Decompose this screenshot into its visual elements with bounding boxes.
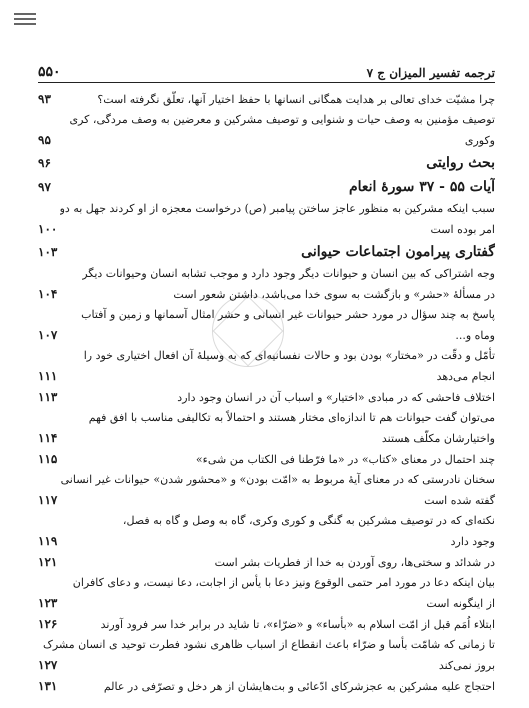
toc-entry-page: ۱۱۴ xyxy=(38,431,58,445)
toc-entry-text: واختیارشان مکلّف هستند xyxy=(381,432,495,445)
toc-entry-page: ۱۰۴ xyxy=(38,287,58,301)
toc-entry-page: ۱۱۵ xyxy=(38,452,58,466)
toc-entry xyxy=(38,346,495,366)
toc-entry-text: گفته شده است xyxy=(424,494,495,507)
book-title: ترجمه تفسیر المیزان ج ۷ xyxy=(366,66,495,80)
toc-entry xyxy=(38,130,495,151)
toc-entry xyxy=(38,573,495,593)
toc-entry-text: می‌توان گفت حیوانات هم تا اندازه‌ای مختار هستند و احتمالاً به تکالیفی مناسب با افق فهم xyxy=(88,411,495,424)
toc-entry xyxy=(38,305,495,325)
toc-entry xyxy=(38,470,495,490)
toc-entry xyxy=(38,635,495,655)
toc-entry-text: وجود دارد xyxy=(450,535,495,548)
toc-entry xyxy=(38,366,495,387)
toc-entry-page: ۱۱۳ xyxy=(38,390,58,404)
toc-entry xyxy=(38,614,495,635)
toc-entry-text: انجام می‌دهد xyxy=(436,370,495,383)
toc-entry-page: ۱۳۱ xyxy=(38,679,58,693)
toc-entry-page: ۹۷ xyxy=(38,180,51,194)
toc-entry-text: نکته‌ای که در توصیف مشرکین به گنگی و کوری وکری، گاه به وصل و گاه به فصل، xyxy=(122,514,495,527)
toc-entry-text: بروز نمی‌کند xyxy=(438,659,495,672)
page-number: ۵۵۰ xyxy=(38,64,61,80)
toc-entry-page: ۱۲۱ xyxy=(38,555,58,569)
toc-entry-page: ۹۶ xyxy=(38,156,51,170)
toc-entry xyxy=(38,240,495,264)
toc-entry-text: وماه و... xyxy=(455,329,495,342)
toc-entry-page: ۱۲۶ xyxy=(38,617,58,631)
toc-entry xyxy=(38,199,495,219)
toc-entry-text: وجه اشتراکی که بین انسان و حیوانات دیگر وجود دارد و موجب تشابه انسان وحیوانات دیگر xyxy=(82,267,495,280)
toc-entry-page: ۱۱۹ xyxy=(38,534,58,548)
toc-entry xyxy=(38,676,495,697)
toc-entry-text: در مسألهٔ «حشر» و بازگشت به سوی خدا می‌باشد، داشتن شعور است xyxy=(173,288,495,301)
toc-entry-page: ۱۲۷ xyxy=(38,658,58,672)
toc-entry-text: اختلاف فاحشی که در مبادی «اختیار» و اسباب آن در انسان وجود دارد xyxy=(177,391,495,404)
toc-entry-text: بحث روایتی xyxy=(426,155,495,171)
toc-entry-page: ۱۱۱ xyxy=(38,369,58,383)
toc-entry-text: امر بوده است xyxy=(430,223,495,236)
toc-entry-text: آیات ۵۵ - ۳۷ سورهٔ انعام xyxy=(348,179,495,195)
toc-entry-page: ۱۰۳ xyxy=(38,245,58,259)
toc-entry-text: احتجاج علیه مشرکین به عجزشرکای ادّعائی و بت‌هایشان از هر دخل و تصرّفی در عالم xyxy=(103,680,495,693)
toc-entry xyxy=(38,408,495,428)
toc-entry xyxy=(38,219,495,240)
toc-entry xyxy=(38,428,495,449)
toc-entry xyxy=(38,655,495,676)
toc-entry-text: چرا مشیّت خدای تعالی بر هدایت همگانی انسانها با حفظ اختیار آنها، تعلّق نگرفته است؟ xyxy=(97,93,495,106)
toc-entry-text: ابتلاء اُمَم قبل از امّت اسلام به «بأساء» و «ضرّاء»، تا شاید در برابر خدا سر فرود آورند xyxy=(100,618,495,631)
running-head xyxy=(38,58,495,80)
toc-entry-text: بیان اینکه دعا در مورد امر حتمی الوقوع ونیز دعا با یأس از اجابت، دعا نیست، و دعای کافران xyxy=(72,576,495,589)
toc-entry-text: تا زمانی که شامّت بأسا و ضرّاء باعث انقطاع از اسباب ظاهری نشود فطرت توحید ی انسان مشرک xyxy=(42,638,495,651)
toc-entry xyxy=(38,511,495,531)
toc-entry xyxy=(38,387,495,408)
toc-entry xyxy=(38,449,495,470)
document-page xyxy=(38,58,495,698)
toc-entry xyxy=(38,175,495,199)
toc-entry xyxy=(38,284,495,305)
toc-entry-text: وکوری xyxy=(464,134,495,147)
toc-entry-page: ۹۵ xyxy=(38,133,51,147)
toc-entry-text: گفتاری پیرامون اجتماعات حیوانی xyxy=(301,244,495,260)
toc-entry xyxy=(38,110,495,130)
toc-entry-text: سبب اینکه مشرکین به منظور عاجز ساختن پیامبر (ص) درخواست معجزه از او کردند جهل به دو xyxy=(59,202,495,215)
toc-entry-text: توصیف مؤمنین به وصف حیات و شنوایی و توصیف مشرکین و معرضین به وصف مردگی، کری xyxy=(69,113,495,126)
toc-entry-text: از اینگونه است xyxy=(426,597,495,610)
toc-entry xyxy=(38,593,495,614)
toc-entry-page: ۹۳ xyxy=(38,92,51,106)
toc-entry-text: تأمّل و دقّت در «مختار» بودن بود و حالات نفسانیه‌ای که به وسیلهٔ آن افعال اختیاری خود را xyxy=(83,349,495,362)
toc-entry xyxy=(38,552,495,573)
toc-entry xyxy=(38,89,495,110)
table-of-contents xyxy=(38,89,495,697)
toc-entry-text: در شدائد و سختی‌ها، روی آوردن به خدا از فطریات بشر است xyxy=(214,556,495,569)
toc-entry-page: ۱۰۰ xyxy=(38,222,58,236)
header-rule xyxy=(38,82,495,83)
toc-entry-text: چند احتمال در معنای «کتاب» در «ما فرّطنا فی الکتاب من شیء» xyxy=(195,453,495,466)
toc-entry-page: ۱۲۳ xyxy=(38,596,58,610)
toc-entry xyxy=(38,151,495,175)
toc-entry xyxy=(38,325,495,346)
toc-entry-text: پاسخ به چند سؤال در مورد حشر حیوانات غیر انسانی و حشر امثال آسمانها و زمین و آفتاب xyxy=(81,308,495,321)
menu-icon[interactable] xyxy=(14,10,36,28)
toc-entry-page: ۱۱۷ xyxy=(38,493,58,507)
toc-entry xyxy=(38,490,495,511)
toc-entry xyxy=(38,264,495,284)
toc-entry-text: سخنان نادرستی که در معنای آیهٔ مربوط به «امّت بودن» و «محشور شدن» حیوانات غیر انسانی xyxy=(60,473,495,486)
toc-entry-page: ۱۰۷ xyxy=(38,328,58,342)
toc-entry xyxy=(38,531,495,552)
